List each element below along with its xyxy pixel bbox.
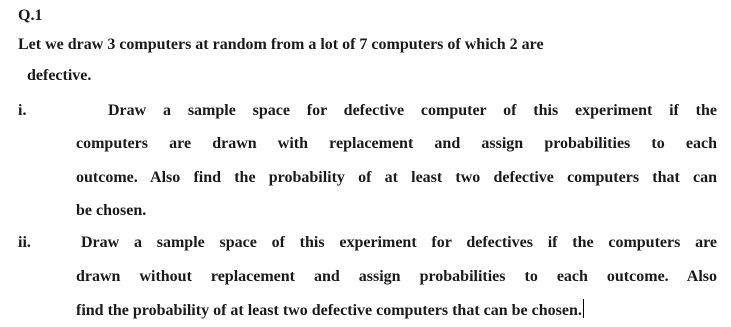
part-i-line-3: outcome. Also find the probability of at least two defective computers that can: [76, 169, 717, 186]
part-ii-line-2: drawn without replacement and assign probabilities to each outcome. Also: [76, 268, 717, 285]
part-ii-marker: ii.: [18, 234, 31, 251]
part-ii-line-3-row[interactable]: [76, 299, 584, 321]
part-i-line-1: Draw a sample space for defective computer of this experiment if the: [108, 102, 717, 119]
part-i-marker: i.: [18, 102, 27, 119]
part-ii-line-1: Draw a sample space of this experiment for defectives if the computers are: [81, 234, 717, 251]
question-intro-line-2: defective.: [27, 67, 92, 84]
question-intro-line-1: Let we draw 3 computers at random from a lot of 7 computers of which 2 are: [18, 36, 544, 53]
part-ii-line-3: find the probability of at least two defective computers that can be chosen.: [76, 302, 582, 319]
part-i-line-2: computers are drawn with replacement and assign probabilities to each: [76, 135, 717, 152]
part-i-line-4: be chosen.: [76, 202, 147, 219]
text-cursor: [583, 299, 584, 318]
question-number: Q.1: [18, 7, 43, 24]
